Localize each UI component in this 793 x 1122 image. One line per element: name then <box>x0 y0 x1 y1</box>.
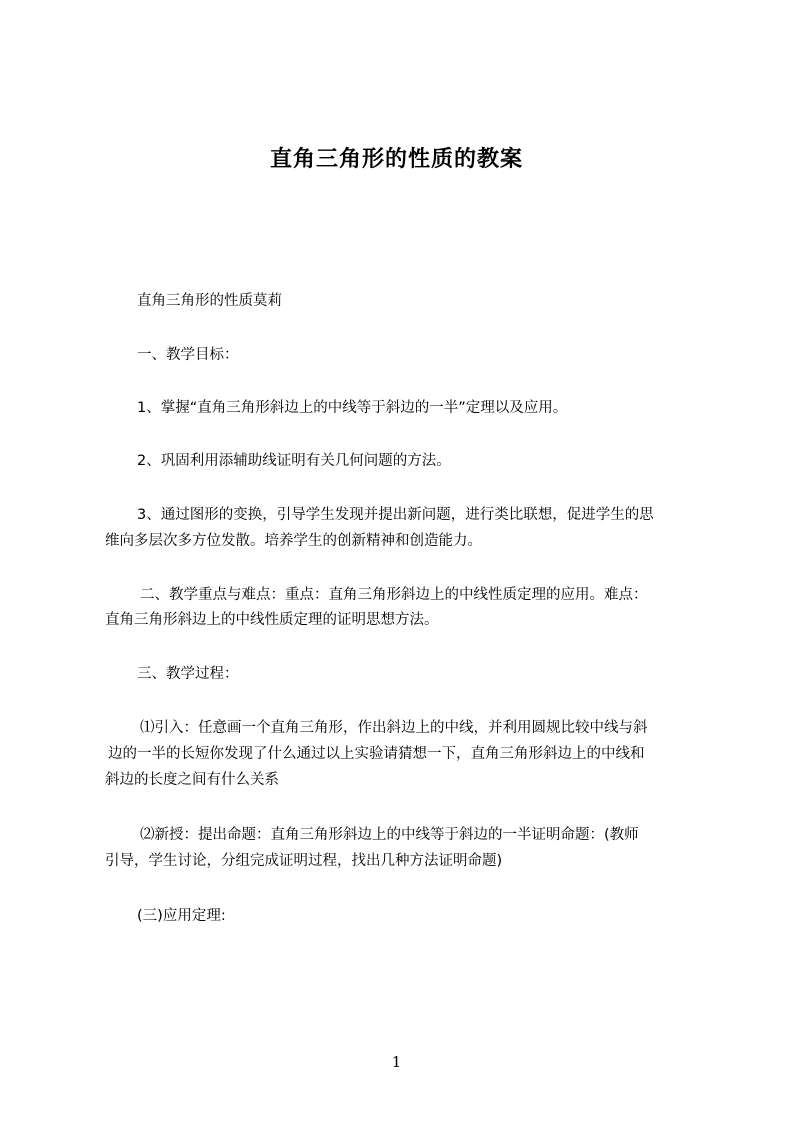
goal-2: 2、巩固利用添辅助线证明有关几何问题的方法。 <box>137 453 451 469</box>
section1-heading: 一、教学目标： <box>137 347 239 363</box>
step3: (三)应用定理: <box>137 908 226 924</box>
goal-3-line-1: 3、通过图形的变换，引导学生发现并提出新问题，进行类比联想，促进学生的思 <box>137 507 654 523</box>
section2-line-2: 直角三角形斜边上的中线性质定理的证明思想方法。 <box>105 612 439 628</box>
section3-heading: 三、教学过程： <box>137 666 239 682</box>
subtitle: 直角三角形的性质莫莉 <box>137 293 282 309</box>
step2-line-2: 引导，学生讨论，分组完成证明过程，找出几种方法证明命题) <box>105 853 503 869</box>
goal-3-line-2: 维向多层次多方位发散。培养学生的创新精神和创造能力。 <box>105 533 482 549</box>
goal-1: 1、掌握“直角三角形斜边上的中线等于斜边的一半”定理以及应用。 <box>137 400 568 416</box>
step1-line-2: 边的一半的长短你发现了什么通过以上实验请猜想一下，直角三角形斜边上的中线和 <box>108 746 645 762</box>
document-title: 直角三角形的性质的教案 <box>269 147 523 172</box>
step1-line-3: 斜边的长度之间有什么关系 <box>105 772 279 788</box>
step1-line-1: ⑴引入：任意画一个直角三角形，作出斜边上的中线，并利用圆规比较中线与斜 <box>140 720 648 736</box>
page-number: 1 <box>391 1053 402 1071</box>
section2-line-1: 二、教学重点与难点：重点：直角三角形斜边上的中线性质定理的应用。难点： <box>140 587 648 603</box>
step2-line-1: ⑵新授：提出命题：直角三角形斜边上的中线等于斜边的一半证明命题：(教师 <box>140 827 639 843</box>
